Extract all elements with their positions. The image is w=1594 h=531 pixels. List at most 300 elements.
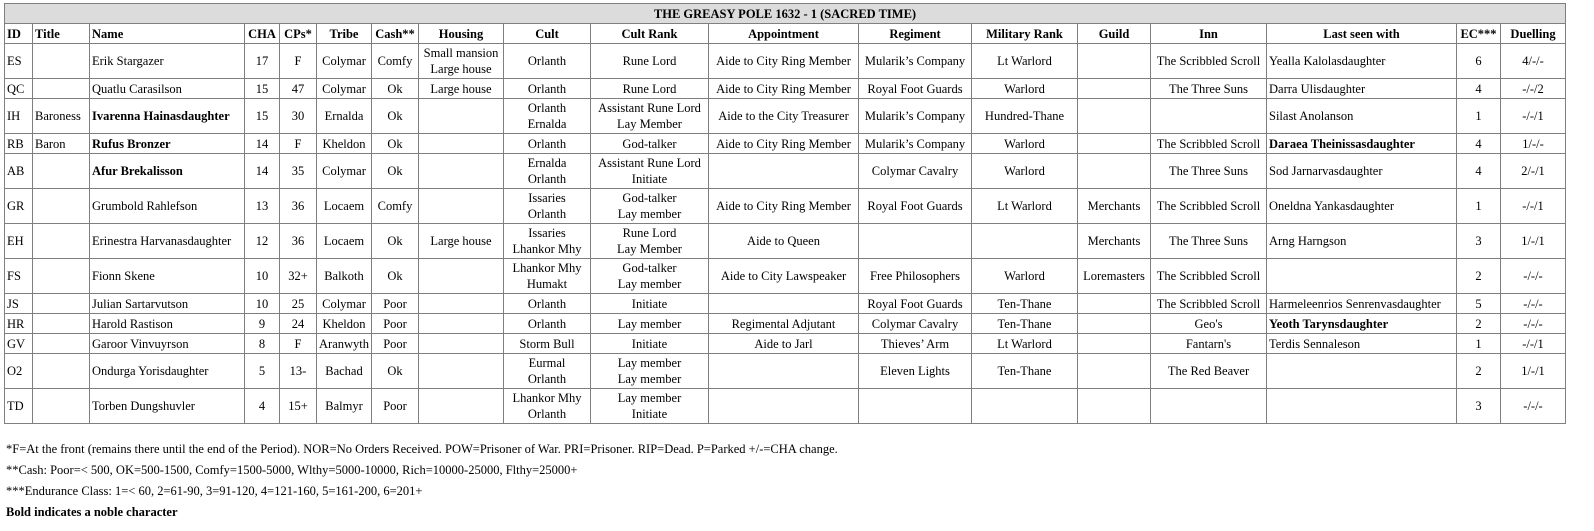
table-row: [5, 134, 1566, 154]
cell-cash: Comfy: [372, 189, 419, 224]
cell-ec: 4: [1457, 154, 1501, 189]
cell-cps: 35: [280, 154, 317, 189]
table-row: [5, 154, 1566, 189]
cell-cash: Ok: [372, 224, 419, 259]
cell-ec: 2: [1457, 314, 1501, 334]
cell-ec: 1: [1457, 334, 1501, 354]
cell-duelling: 1/-/1: [1501, 354, 1566, 389]
cell-name: Ondurga Yorisdaughter: [90, 354, 245, 389]
cell-guild: [1078, 79, 1151, 99]
cell-cps: 15+: [280, 389, 317, 424]
cell-cult-line: Orlanth: [527, 172, 567, 186]
cell-name: Garoor Vinvuyrson: [90, 334, 245, 354]
cell-cash: Ok: [372, 154, 419, 189]
cell-duelling: -/-/-: [1501, 314, 1566, 334]
cell-cash: Poor: [372, 314, 419, 334]
cell-ec: 6: [1457, 44, 1501, 79]
cell-cult-line: Issaries: [528, 226, 566, 240]
cell-cult-rank: [591, 99, 709, 134]
cell-title: Baron: [33, 134, 90, 154]
cell-guild: Merchants: [1078, 224, 1151, 259]
footnote-bold: Bold indicates a noble character: [6, 505, 178, 519]
header-name: Name: [90, 24, 245, 44]
cell-military-rank: Warlord: [972, 154, 1078, 189]
cell-cps: 36: [280, 189, 317, 224]
cell-inn: Fantarn's: [1151, 334, 1267, 354]
cell-id: TD: [5, 389, 33, 424]
cell-id: HR: [5, 314, 33, 334]
table-row: [5, 79, 1566, 99]
cell-cash: Ok: [372, 354, 419, 389]
cell-guild: [1078, 44, 1151, 79]
cell-duelling: -/-/-: [1501, 259, 1566, 294]
cell-last-seen: [1267, 389, 1457, 424]
cell-duelling: 4/-/-: [1501, 44, 1566, 79]
cell-title: [33, 189, 90, 224]
cell-tribe: Colymar: [317, 154, 372, 189]
cell-regiment: Colymar Cavalry: [859, 314, 972, 334]
cell-housing: [419, 354, 504, 389]
cell-tribe: Locaem: [317, 189, 372, 224]
cell-housing: [419, 154, 504, 189]
table-row: [5, 189, 1566, 224]
cell-ec: 4: [1457, 134, 1501, 154]
cell-cult: [504, 354, 591, 389]
cell-tribe: Colymar: [317, 79, 372, 99]
cell-cps: 13-: [280, 354, 317, 389]
cell-name: Ivarenna Hainasdaughter: [90, 99, 245, 134]
cell-appointment: Regimental Adjutant: [709, 314, 859, 334]
cell-cult-line: Orlanth: [527, 136, 567, 151]
cell-cha: 5: [245, 354, 280, 389]
cell-cps: F: [280, 134, 317, 154]
cell-cult-rank: [591, 334, 709, 354]
cell-title: [33, 314, 90, 334]
cell-military-rank: Lt Warlord: [972, 334, 1078, 354]
cell-ec: 5: [1457, 294, 1501, 314]
cell-cha: 15: [245, 99, 280, 134]
header-duelling: Duelling: [1501, 24, 1566, 44]
cell-last-seen: Harmeleenrios Senrenvasdaughter: [1267, 294, 1457, 314]
cell-tribe: Colymar: [317, 44, 372, 79]
cell-cha: 15: [245, 79, 280, 99]
cell-guild: [1078, 314, 1151, 334]
cell-duelling: -/-/-: [1501, 389, 1566, 424]
cell-cult-rank-line: Lay member: [617, 391, 682, 405]
cell-name: Grumbold Rahlefson: [90, 189, 245, 224]
cell-duelling: -/-/2: [1501, 79, 1566, 99]
cell-housing: [419, 224, 504, 259]
cell-cult-rank-line: Lay member: [617, 356, 682, 370]
cell-cash: Comfy: [372, 44, 419, 79]
cell-cult-line: Orlanth: [527, 316, 567, 331]
cell-cult-line: Orlanth: [527, 101, 567, 115]
cell-cult-rank-line: Lay Member: [617, 117, 682, 131]
cell-housing: [419, 99, 504, 134]
cell-regiment: Royal Foot Guards: [859, 79, 972, 99]
cell-guild: [1078, 334, 1151, 354]
greasy-pole-table: [4, 3, 1566, 424]
cell-name: Quatlu Carasilson: [90, 79, 245, 99]
cell-cult-rank-line: Lay Member: [617, 242, 682, 256]
cell-cha: 13: [245, 189, 280, 224]
cell-cult-rank: [591, 154, 709, 189]
cell-tribe: Balkoth: [317, 259, 372, 294]
header-cult-rank: Cult Rank: [591, 24, 709, 44]
cell-duelling: 1/-/-: [1501, 134, 1566, 154]
cell-cult-line: Issaries: [528, 191, 566, 205]
cell-ec: 3: [1457, 224, 1501, 259]
cell-id: AB: [5, 154, 33, 189]
cell-id: GV: [5, 334, 33, 354]
cell-cult-rank-line: Initiate: [631, 296, 668, 311]
cell-cha: 8: [245, 334, 280, 354]
cell-housing: [419, 259, 504, 294]
cell-housing-line: Large house: [430, 234, 492, 248]
cell-cha: 14: [245, 134, 280, 154]
header-cha: CHA: [245, 24, 280, 44]
cell-id: JS: [5, 294, 33, 314]
table-row: [5, 99, 1566, 134]
cell-regiment: Eleven Lights: [859, 354, 972, 389]
cell-guild: [1078, 389, 1151, 424]
cell-guild: [1078, 294, 1151, 314]
cell-cult-rank-line: Assistant Rune Lord: [598, 156, 701, 170]
cell-duelling: -/-/1: [1501, 99, 1566, 134]
cell-ec: 2: [1457, 259, 1501, 294]
cell-inn: The Three Suns: [1151, 79, 1267, 99]
cell-last-seen: [1267, 259, 1457, 294]
cell-cha: 17: [245, 44, 280, 79]
cell-inn: The Scribbled Scroll: [1151, 44, 1267, 79]
cell-cult-line: Orlanth: [527, 54, 567, 68]
cell-last-seen: Oneldna Yankasdaughter: [1267, 189, 1457, 224]
header-cash: Cash**: [372, 24, 419, 44]
cell-title: [33, 354, 90, 389]
cell-housing: [419, 189, 504, 224]
cell-cha: 10: [245, 294, 280, 314]
cell-inn: Geo's: [1151, 314, 1267, 334]
cell-housing: [419, 389, 504, 424]
cell-ec: 4: [1457, 79, 1501, 99]
cell-cult-line: Eurmal: [528, 356, 566, 370]
footnotes: [6, 441, 838, 525]
cell-cult-rank: [591, 389, 709, 424]
header-ec: EC***: [1457, 24, 1501, 44]
cell-cult: [504, 154, 591, 189]
header-housing: Housing: [419, 24, 504, 44]
cell-title: [33, 79, 90, 99]
cell-cult-rank: [591, 314, 709, 334]
cell-regiment: [859, 224, 972, 259]
header-id: ID: [5, 24, 33, 44]
cell-military-rank: [972, 389, 1078, 424]
cell-military-rank: Ten-Thane: [972, 294, 1078, 314]
footnote-front: *F=At the front (remains there until the end of the Period). NOR=No Orders Received. POW=Prisoner of War. PRI=Prisoner. RIP=Dead. P=Parked +/-=CHA change.: [6, 442, 838, 456]
cell-inn: [1151, 389, 1267, 424]
cell-appointment: Aide to City Ring Member: [709, 134, 859, 154]
cell-name: Erinestra Harvanasdaughter: [90, 224, 245, 259]
cell-housing: [419, 134, 504, 154]
cell-military-rank: Lt Warlord: [972, 44, 1078, 79]
footnote-endurance: ***Endurance Class: 1=< 60, 2=61-90, 3=91-120, 4=121-160, 5=161-200, 6=201+: [6, 484, 423, 498]
cell-cps: 47: [280, 79, 317, 99]
cell-title: [33, 294, 90, 314]
header-cps: CPs*: [280, 24, 317, 44]
footnote-cash: **Cash: Poor=< 500, OK=500-1500, Comfy=1500-5000, Wlthy=5000-10000, Rich=10000-25000, Flthy=25000+: [6, 463, 578, 477]
cell-cha: 12: [245, 224, 280, 259]
cell-cult-rank-line: Lay member: [617, 316, 682, 331]
cell-military-rank: [972, 224, 1078, 259]
cell-military-rank: Warlord: [972, 259, 1078, 294]
cell-tribe: Locaem: [317, 224, 372, 259]
cell-id: EH: [5, 224, 33, 259]
cell-cps: 24: [280, 314, 317, 334]
cell-duelling: 1/-/1: [1501, 224, 1566, 259]
cell-tribe: Ernalda: [317, 99, 372, 134]
cell-name: Julian Sartarvutson: [90, 294, 245, 314]
cell-inn: The Red Beaver: [1151, 354, 1267, 389]
header-tribe: Tribe: [317, 24, 372, 44]
cell-cult-rank-line: God-talker: [622, 136, 677, 151]
cell-ec: 1: [1457, 189, 1501, 224]
cell-cult-line: Lhankor Mhy: [512, 242, 582, 256]
header-regiment: Regiment: [859, 24, 972, 44]
table-row: [5, 259, 1566, 294]
cell-last-seen: Arng Harngson: [1267, 224, 1457, 259]
cell-cult-rank: [591, 224, 709, 259]
cell-cult-rank-line: Lay member: [617, 372, 682, 386]
cell-cps: F: [280, 44, 317, 79]
cell-title: [33, 389, 90, 424]
cell-title: [33, 44, 90, 79]
cell-cha: 9: [245, 314, 280, 334]
cell-cult-rank-line: Initiate: [631, 172, 668, 186]
cell-cult-rank-line: Rune Lord: [622, 81, 677, 96]
cell-cps: 36: [280, 224, 317, 259]
header-guild: Guild: [1078, 24, 1151, 44]
cell-cps: 30: [280, 99, 317, 134]
cell-id: RB: [5, 134, 33, 154]
cell-name: Erik Stargazer: [90, 44, 245, 79]
cell-last-seen: [1267, 354, 1457, 389]
cell-regiment: Royal Foot Guards: [859, 294, 972, 314]
cell-cult-rank-line: Initiate: [631, 407, 668, 421]
cell-cash: Poor: [372, 334, 419, 354]
cell-cult-rank: [591, 294, 709, 314]
cell-cult: [504, 79, 591, 99]
cell-last-seen: Terdis Sennaleson: [1267, 334, 1457, 354]
cell-tribe: Colymar: [317, 294, 372, 314]
header-inn: Inn: [1151, 24, 1267, 44]
cell-title: [33, 334, 90, 354]
cell-appointment: [709, 154, 859, 189]
cell-cps: F: [280, 334, 317, 354]
cell-cps: 32+: [280, 259, 317, 294]
cell-last-seen: Daraea Theinissasdaughter: [1267, 134, 1457, 154]
cell-housing: [419, 314, 504, 334]
cell-cult-line: Humakt: [526, 277, 568, 291]
cell-cult-rank-line: God-talker: [622, 261, 677, 275]
cell-cult-line: Lhankor Mhy: [512, 391, 582, 405]
cell-cult-line: Orlanth: [527, 296, 567, 311]
cell-regiment: Colymar Cavalry: [859, 154, 972, 189]
cell-cult-rank-line: Rune Lord: [622, 226, 677, 240]
cell-title: [33, 224, 90, 259]
header-military-rank: Military Rank: [972, 24, 1078, 44]
cell-cult: [504, 134, 591, 154]
table-row: [5, 294, 1566, 314]
cell-cash: Ok: [372, 99, 419, 134]
cell-cult-line: Orlanth: [527, 372, 567, 386]
cell-inn: The Three Suns: [1151, 154, 1267, 189]
cell-inn: The Three Suns: [1151, 224, 1267, 259]
cell-cult: [504, 224, 591, 259]
cell-cult: [504, 189, 591, 224]
cell-housing-line: Large house: [430, 81, 492, 96]
cell-appointment: Aide to the City Treasurer: [709, 99, 859, 134]
header-cult: Cult: [504, 24, 591, 44]
cell-military-rank: Warlord: [972, 134, 1078, 154]
cell-id: GR: [5, 189, 33, 224]
cell-ec: 2: [1457, 354, 1501, 389]
cell-inn: The Scribbled Scroll: [1151, 189, 1267, 224]
table-row: [5, 334, 1566, 354]
cell-regiment: [859, 389, 972, 424]
table-title: THE GREASY POLE 1632 - 1 (SACRED TIME): [5, 4, 1566, 24]
cell-tribe: Balmyr: [317, 389, 372, 424]
cell-guild: Loremasters: [1078, 259, 1151, 294]
cell-cult: [504, 334, 591, 354]
cell-regiment: Free Philosophers: [859, 259, 972, 294]
cell-military-rank: Lt Warlord: [972, 189, 1078, 224]
cell-inn: The Scribbled Scroll: [1151, 294, 1267, 314]
cell-military-rank: Ten-Thane: [972, 314, 1078, 334]
cell-tribe: Kheldon: [317, 134, 372, 154]
cell-duelling: -/-/-: [1501, 294, 1566, 314]
cell-appointment: Aide to Queen: [709, 224, 859, 259]
cell-appointment: Aide to City Ring Member: [709, 44, 859, 79]
header-title: Title: [33, 24, 90, 44]
header-last-seen: Last seen with: [1267, 24, 1457, 44]
cell-appointment: [709, 354, 859, 389]
cell-housing: [419, 79, 504, 99]
cell-appointment: Aide to City Ring Member: [709, 189, 859, 224]
cell-cps: 25: [280, 294, 317, 314]
cell-guild: [1078, 154, 1151, 189]
cell-regiment: Mularik’s Company: [859, 99, 972, 134]
cell-cult-rank-line: God-talker: [622, 191, 677, 205]
header-row: [5, 24, 1566, 44]
cell-last-seen: Darra Ulisdaughter: [1267, 79, 1457, 99]
cell-cult-rank: [591, 259, 709, 294]
cell-housing: [419, 294, 504, 314]
cell-last-seen: Sod Jarnarvasdaughter: [1267, 154, 1457, 189]
header-appointment: Appointment: [709, 24, 859, 44]
cell-guild: [1078, 99, 1151, 134]
cell-last-seen: Yealla Kalolasdaughter: [1267, 44, 1457, 79]
cell-guild: [1078, 134, 1151, 154]
cell-cult-rank: [591, 134, 709, 154]
cell-military-rank: Ten-Thane: [972, 354, 1078, 389]
cell-tribe: Kheldon: [317, 314, 372, 334]
cell-inn: The Scribbled Scroll: [1151, 134, 1267, 154]
cell-cult-rank: [591, 44, 709, 79]
cell-duelling: -/-/1: [1501, 334, 1566, 354]
cell-name: Fionn Skene: [90, 259, 245, 294]
table-row: [5, 44, 1566, 79]
cell-cha: 10: [245, 259, 280, 294]
cell-inn: The Scribbled Scroll: [1151, 259, 1267, 294]
cell-cult-line: Lhankor Mhy: [512, 261, 582, 275]
cell-id: IH: [5, 99, 33, 134]
cell-duelling: 2/-/1: [1501, 154, 1566, 189]
cell-inn: [1151, 99, 1267, 134]
cell-appointment: Aide to Jarl: [709, 334, 859, 354]
cell-name: Harold Rastison: [90, 314, 245, 334]
cell-tribe: Bachad: [317, 354, 372, 389]
cell-name: Rufus Bronzer: [90, 134, 245, 154]
cell-regiment: Mularik’s Company: [859, 44, 972, 79]
cell-military-rank: Hundred-Thane: [972, 99, 1078, 134]
cell-cult-line: Storm Bull: [519, 336, 575, 351]
cell-id: QC: [5, 79, 33, 99]
cell-housing-line: Large house: [430, 62, 492, 76]
table-row: [5, 389, 1566, 424]
cell-title: Baroness: [33, 99, 90, 134]
cell-name: Torben Dungshuvler: [90, 389, 245, 424]
cell-guild: [1078, 354, 1151, 389]
cell-guild: Merchants: [1078, 189, 1151, 224]
cell-cult: [504, 99, 591, 134]
cell-cult-rank-line: Assistant Rune Lord: [598, 101, 701, 115]
cell-housing: [419, 334, 504, 354]
cell-title: [33, 259, 90, 294]
cell-last-seen: Yeoth Tarynsdaughter: [1267, 314, 1457, 334]
cell-id: ES: [5, 44, 33, 79]
cell-cult-line: Orlanth: [527, 81, 567, 96]
cell-regiment: Royal Foot Guards: [859, 189, 972, 224]
cell-cult: [504, 389, 591, 424]
cell-cult-rank-line: Rune Lord: [622, 54, 677, 68]
table-row: [5, 224, 1566, 259]
cell-appointment: [709, 294, 859, 314]
cell-regiment: Mularik’s Company: [859, 134, 972, 154]
cell-military-rank: Warlord: [972, 79, 1078, 99]
cell-housing: [419, 44, 504, 79]
cell-cash: Poor: [372, 294, 419, 314]
cell-ec: 1: [1457, 99, 1501, 134]
cell-cult-line: Orlanth: [527, 207, 567, 221]
cell-cult-rank-line: Initiate: [631, 336, 668, 351]
cell-cult: [504, 259, 591, 294]
table-row: [5, 314, 1566, 334]
cell-duelling: -/-/1: [1501, 189, 1566, 224]
cell-cult-rank: [591, 79, 709, 99]
cell-cult: [504, 44, 591, 79]
cell-appointment: Aide to City Lawspeaker: [709, 259, 859, 294]
cell-cult: [504, 314, 591, 334]
cell-cash: Poor: [372, 389, 419, 424]
cell-cult-line: Orlanth: [527, 407, 567, 421]
table-body: [5, 44, 1566, 424]
table-row: [5, 354, 1566, 389]
cell-cash: Ok: [372, 134, 419, 154]
cell-ec: 3: [1457, 389, 1501, 424]
cell-name: Afur Brekalisson: [90, 154, 245, 189]
cell-cult-line: Ernalda: [527, 117, 567, 131]
cell-housing-line: Small mansion: [423, 46, 499, 60]
